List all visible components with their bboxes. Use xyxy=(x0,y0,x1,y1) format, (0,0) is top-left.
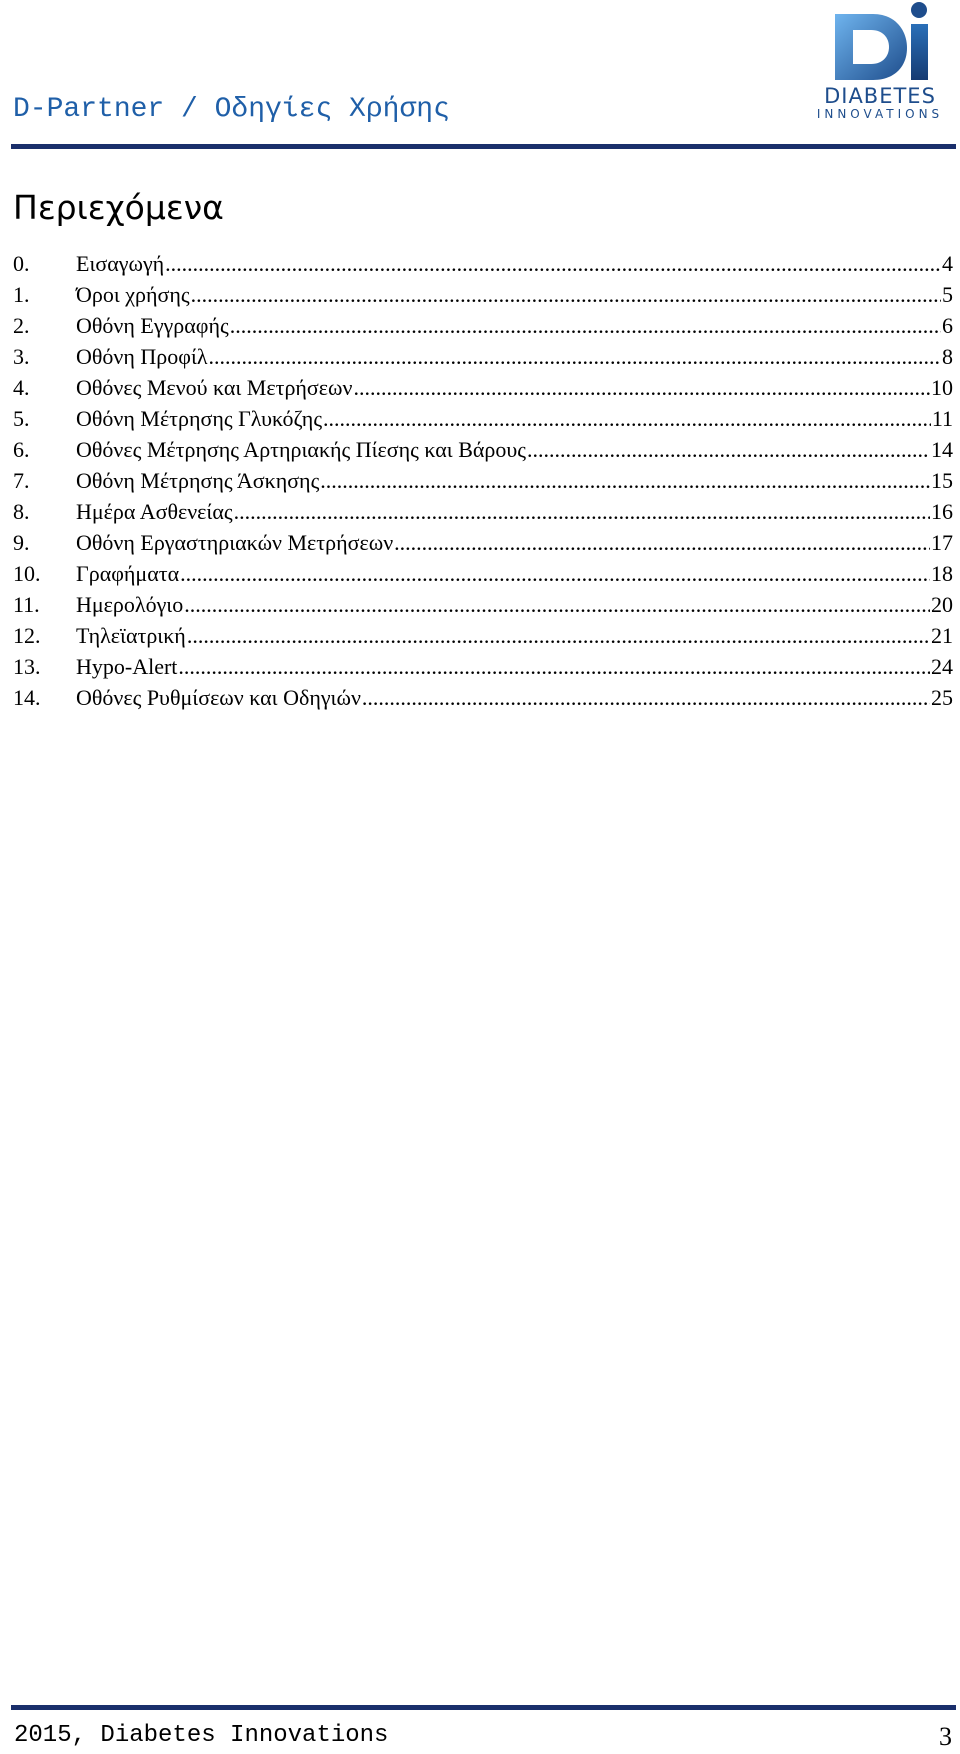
toc-dot-leader xyxy=(191,279,941,310)
toc-entry[interactable] xyxy=(13,465,953,496)
toc-dot-leader xyxy=(187,620,930,651)
toc-entry-page: 24 xyxy=(931,654,953,679)
toc-entry-number: 7. xyxy=(13,468,30,493)
toc-entry-title: Εισαγωγή xyxy=(76,251,165,276)
toc-entry-page: 25 xyxy=(931,685,953,710)
toc-entry-number: 9. xyxy=(13,530,30,555)
di-logo-icon xyxy=(833,0,931,82)
footer-divider xyxy=(11,1705,956,1710)
toc-entry-page: 16 xyxy=(931,499,953,524)
toc-entry-title: Γραφήματα xyxy=(76,561,180,586)
toc-entry-title: Τηλεϊατρική xyxy=(76,623,186,648)
toc-entry-page: 5 xyxy=(942,282,953,307)
toc-entry-page: 20 xyxy=(931,592,953,617)
logo-text-diabetes: DIABETES xyxy=(824,84,936,108)
toc-entry-number: 14. xyxy=(13,685,41,710)
toc-entry-number: 5. xyxy=(13,406,30,431)
toc-entry-title: Οθόνες Μενού και Μετρήσεων xyxy=(76,375,353,400)
toc-entry-number: 12. xyxy=(13,623,41,648)
toc-entry-title: Οθόνη Εργαστηριακών Μετρήσεων xyxy=(76,530,394,555)
toc-dot-leader xyxy=(323,403,931,434)
toc-entry-number: 8. xyxy=(13,499,30,524)
toc-entry-page: 21 xyxy=(931,623,953,648)
toc-entry-number: 2. xyxy=(13,313,30,338)
toc-dot-leader xyxy=(230,310,941,341)
toc-entry[interactable] xyxy=(13,651,953,682)
toc-entry-title: Ημερολόγιο xyxy=(76,592,184,617)
toc-entry[interactable] xyxy=(13,527,953,558)
toc-entry-title: Οθόνες Μέτρησης Αρτηριακής Πίεσης και Βάρους xyxy=(76,437,526,462)
toc-dot-leader xyxy=(527,434,930,465)
toc-entry-page: 6 xyxy=(942,313,953,338)
toc-entry-page: 18 xyxy=(931,561,953,586)
document-header-title: D-Partner / Οδηγίες Χρήσης xyxy=(13,94,450,125)
toc-entry-title: Όροι χρήσης xyxy=(76,282,190,307)
header-divider xyxy=(11,144,956,149)
toc-entry[interactable] xyxy=(13,496,953,527)
toc-entry-title: Οθόνες Ρυθμίσεων και Οδηγιών xyxy=(76,685,361,710)
toc-dot-leader xyxy=(394,527,930,558)
toc-entry-number: 11. xyxy=(13,592,40,617)
toc-entry-title: Οθόνη Μέτρησης Άσκησης xyxy=(76,468,320,493)
toc-entry[interactable] xyxy=(13,403,953,434)
toc-entry-page: 17 xyxy=(931,530,953,555)
toc-dot-leader xyxy=(362,682,930,713)
toc-entry-number: 6. xyxy=(13,437,30,462)
toc-entry-page: 15 xyxy=(931,468,953,493)
toc-dot-leader xyxy=(353,372,930,403)
toc-entry-title: Hypo-Alert xyxy=(76,654,178,679)
toc-entry-page: 4 xyxy=(942,251,953,276)
toc-entry-number: 3. xyxy=(13,344,30,369)
toc-entry-page: 10 xyxy=(931,375,953,400)
toc-entry-title: Οθόνη Μέτρησης Γλυκόζης xyxy=(76,406,323,431)
toc-entry[interactable] xyxy=(13,341,953,372)
toc-entry[interactable] xyxy=(13,310,953,341)
toc-entry-number: 13. xyxy=(13,654,41,679)
toc-entry-title: Ημέρα Ασθενείας xyxy=(76,499,233,524)
toc-entry-page: 14 xyxy=(931,437,953,462)
toc-entry-title: Οθόνη Προφίλ xyxy=(76,344,208,369)
footer-copyright: 2015, Diabetes Innovations xyxy=(14,1722,389,1749)
toc-entry[interactable] xyxy=(13,434,953,465)
toc-dot-leader xyxy=(209,341,941,372)
toc-entry-page: 8 xyxy=(942,344,953,369)
page-number: 3 xyxy=(939,1722,952,1751)
toc-entry[interactable] xyxy=(13,620,953,651)
toc-dot-leader xyxy=(320,465,930,496)
toc-dot-leader xyxy=(165,248,941,279)
toc-entry[interactable] xyxy=(13,248,953,279)
diabetes-innovations-logo xyxy=(800,0,960,126)
toc-dot-leader xyxy=(180,558,930,589)
toc-entry-page: 11 xyxy=(931,406,953,431)
toc-entry[interactable] xyxy=(13,279,953,310)
toc-dot-leader xyxy=(184,589,930,620)
toc-entry-number: 10. xyxy=(13,561,41,586)
toc-dot-leader xyxy=(178,651,930,682)
toc-entry[interactable] xyxy=(13,682,953,713)
toc-entry-number: 0. xyxy=(13,251,30,276)
toc-dot-leader xyxy=(234,496,930,527)
toc-entry-number: 1. xyxy=(13,282,30,307)
toc-entry[interactable] xyxy=(13,558,953,589)
logo-text-innovations: INNOVATIONS xyxy=(816,107,944,121)
toc-entry[interactable] xyxy=(13,589,953,620)
toc-entry-number: 4. xyxy=(13,375,30,400)
toc-heading: Περιεχόμενα xyxy=(13,188,224,227)
toc-entry[interactable] xyxy=(13,372,953,403)
table-of-contents xyxy=(13,248,953,713)
toc-entry-title: Οθόνη Εγγραφής xyxy=(76,313,229,338)
